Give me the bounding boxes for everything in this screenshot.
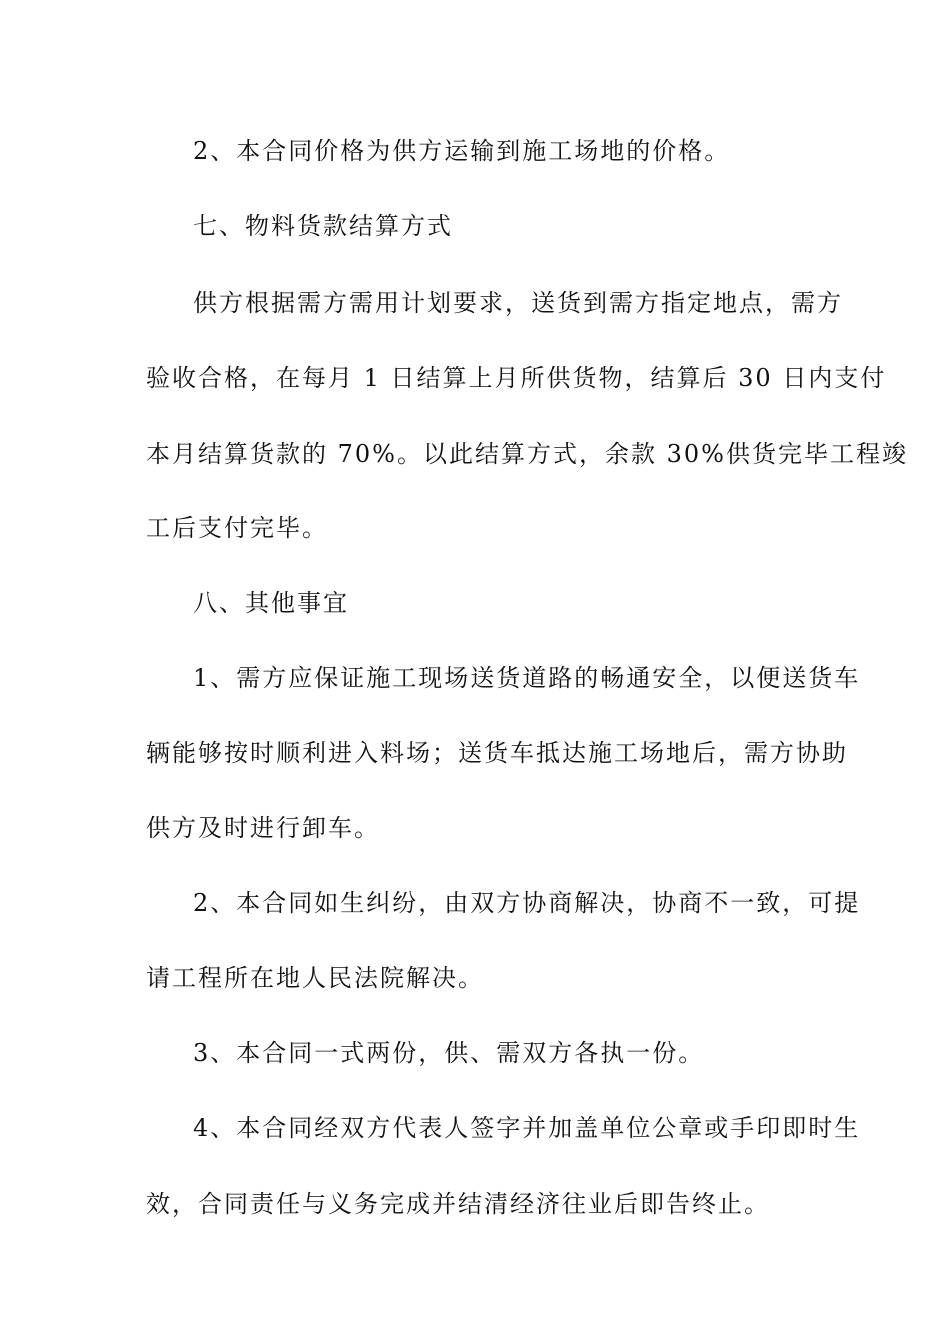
text-line: 八、其他事宜 xyxy=(193,589,349,617)
section-heading-other xyxy=(0,583,950,623)
text-line: 本月结算货款的 70%。以此结算方式，余款 30%供货完毕工程竣 xyxy=(146,440,908,468)
paragraph-clause-1-cont xyxy=(0,733,950,773)
paragraph-clause-4-end xyxy=(0,1184,950,1224)
text-line: 4、本合同经双方代表人签字并加盖单位公章或手印即时生 xyxy=(193,1114,861,1142)
text-line: 3、本合同一式两份，供、需双方各执一份。 xyxy=(193,1039,705,1067)
paragraph-settlement-cont xyxy=(0,434,950,474)
section-heading-settlement xyxy=(0,206,950,246)
paragraph-clause-3 xyxy=(0,1033,950,1073)
text-line: 请工程所在地人民法院解决。 xyxy=(146,964,484,992)
text-line: 辆能够按时顺利进入料场；送货车抵达施工场地后，需方协助 xyxy=(146,739,848,767)
text-line: 1、需方应保证施工现场送货道路的畅通安全，以便送货车 xyxy=(193,664,861,692)
paragraph-settlement-cont xyxy=(0,358,950,398)
text-line: 供方根据需方需用计划要求，送货到需方指定地点，需方 xyxy=(193,289,843,317)
text-line: 七、物料货款结算方式 xyxy=(193,212,453,240)
paragraph-settlement-end xyxy=(0,508,950,548)
text-line: 效，合同责任与义务完成并结清经济往业后即告终止。 xyxy=(146,1190,770,1218)
paragraph-clause-4 xyxy=(0,1108,950,1148)
paragraph-clause-1-end xyxy=(0,808,950,848)
paragraph-clause-2-end xyxy=(0,958,950,998)
paragraph-settlement xyxy=(0,283,950,323)
paragraph-price-clause xyxy=(0,131,950,171)
paragraph-clause-1 xyxy=(0,658,950,698)
text-line: 供方及时进行卸车。 xyxy=(146,814,380,842)
text-line: 工后支付完毕。 xyxy=(146,514,328,542)
text-line: 2、本合同如生纠纷，由双方协商解决，协商不一致，可提 xyxy=(193,889,861,917)
text-line: 验收合格，在每月 1 日结算上月所供货物，结算后 30 日内支付 xyxy=(146,364,887,392)
paragraph-clause-2 xyxy=(0,883,950,923)
text-line: 2、本合同价格为供方运输到施工场地的价格。 xyxy=(193,137,731,165)
